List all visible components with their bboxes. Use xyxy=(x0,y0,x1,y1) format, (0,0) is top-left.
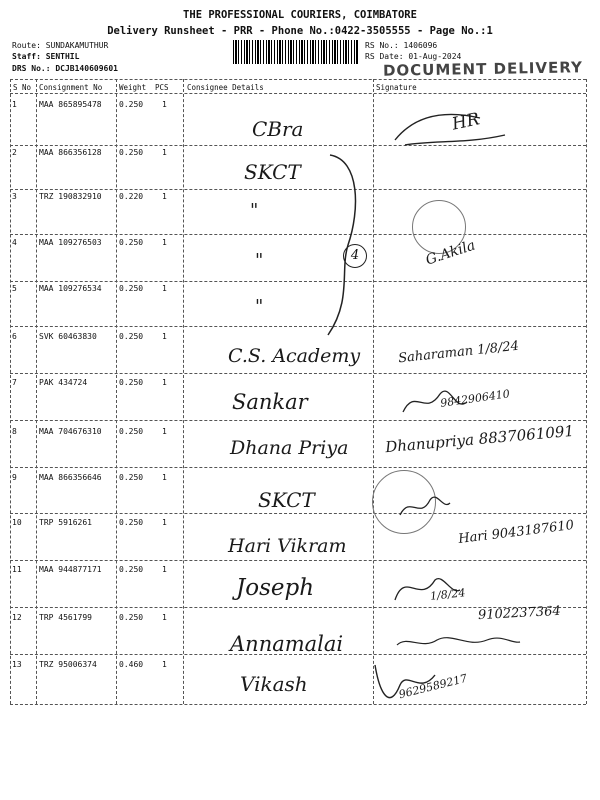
header-weight: Weight xyxy=(119,83,147,92)
header-sno: S No xyxy=(13,83,32,92)
runsheet-title: Delivery Runsheet - PRR - Phone No.:0422-3505555 - Page No.:1 xyxy=(107,25,493,37)
rs-no-label: RS No.: 1406096 xyxy=(365,41,438,50)
row-weight: 0.250 xyxy=(119,148,144,157)
document-delivery-stamp: DOCUMENT DELIVERY xyxy=(382,58,584,80)
row-sno: 4 xyxy=(12,238,17,247)
handwritten-consignee: Joseph xyxy=(236,575,315,601)
row-sno: 12 xyxy=(12,613,22,622)
header-signature: Signature xyxy=(376,83,417,92)
row-consignment: SVK 60463830 xyxy=(39,332,97,341)
handwritten-consignee: Sankar xyxy=(232,390,308,414)
header-pcs: PCS xyxy=(155,83,169,92)
handwritten-consignee: Dhana Priya xyxy=(230,437,349,459)
staff-label: Staff: SENTHIL xyxy=(12,52,80,61)
row-consignment: MAA 866356646 xyxy=(39,473,102,482)
table-row xyxy=(0,284,600,330)
row-consignment: MAA 704676310 xyxy=(39,427,102,436)
row-weight: 0.250 xyxy=(119,378,144,387)
row-weight: 0.250 xyxy=(119,427,144,436)
row-pcs: 1 xyxy=(162,473,167,482)
handwritten-consignee: " xyxy=(255,296,264,317)
row-weight: 0.250 xyxy=(119,284,144,293)
signature-scribble xyxy=(395,485,455,525)
signature-text: HR xyxy=(450,109,482,135)
row-sno: 9 xyxy=(12,473,17,482)
header-consignee: Consignee Details xyxy=(187,83,264,92)
signature-text: Hari 9043187610 xyxy=(457,517,575,548)
row-sno: 7 xyxy=(12,378,17,387)
table-bottom-border xyxy=(10,704,586,705)
drs-label: DRS No.: DCJB140609601 xyxy=(12,64,118,73)
row-sno: 10 xyxy=(12,518,22,527)
circled-count: 4 xyxy=(343,244,367,268)
handwritten-consignee: Hari Vikram xyxy=(228,535,347,557)
row-consignment: MAA 109276503 xyxy=(39,238,102,247)
row-weight: 0.250 xyxy=(119,100,144,109)
signature-text: G.Akila xyxy=(423,237,478,269)
row-consignment: MAA 865895478 xyxy=(39,100,102,109)
handwritten-consignee: " xyxy=(250,200,259,221)
signature-text: 9102237364 xyxy=(477,603,562,624)
signature-text: Dhanupriya 8837061091 xyxy=(384,421,575,457)
header-consignment: Consignment No xyxy=(39,83,103,92)
row-weight: 0.250 xyxy=(119,613,144,622)
row-pcs: 1 xyxy=(162,613,167,622)
row-weight: 0.250 xyxy=(119,518,144,527)
table-top-border xyxy=(10,79,586,80)
row-pcs: 1 xyxy=(162,192,167,201)
signature-text: 9842906410 xyxy=(439,387,511,410)
row-consignment: MAA 866356128 xyxy=(39,148,102,157)
company-title: THE PROFESSIONAL COURIERS, COIMBATORE xyxy=(183,9,417,21)
row-weight: 0.220 xyxy=(119,192,144,201)
row-pcs: 1 xyxy=(162,100,167,109)
handwritten-consignee: SKCT xyxy=(244,160,301,184)
row-divider xyxy=(10,326,586,327)
row-pcs: 1 xyxy=(162,148,167,157)
row-sno: 1 xyxy=(12,100,17,109)
row-divider xyxy=(10,234,586,235)
row-divider xyxy=(10,513,586,514)
row-sno: 8 xyxy=(12,427,17,436)
row-divider xyxy=(10,560,586,561)
row-weight: 0.250 xyxy=(119,238,144,247)
row-divider xyxy=(10,420,586,421)
signature-text: 1/8/24 xyxy=(429,586,466,603)
row-consignment: TRZ 190832910 xyxy=(39,192,102,201)
handwritten-consignee: SKCT xyxy=(258,488,315,512)
row-consignment: TRP 4561799 xyxy=(39,613,92,622)
row-divider xyxy=(10,189,586,190)
row-consignment: PAK 434724 xyxy=(39,378,88,387)
row-sno: 5 xyxy=(12,284,17,293)
table-row xyxy=(0,192,600,238)
row-pcs: 1 xyxy=(162,332,167,341)
row-divider xyxy=(10,281,586,282)
row-consignment: MAA 944877171 xyxy=(39,565,102,574)
row-pcs: 1 xyxy=(162,378,167,387)
row-pcs: 1 xyxy=(162,238,167,247)
handwritten-consignee: " xyxy=(255,250,264,271)
row-pcs: 1 xyxy=(162,518,167,527)
row-pcs: 1 xyxy=(162,427,167,436)
rs-date-label: RS Date: 01-Aug-2024 xyxy=(365,52,462,61)
row-pcs: 1 xyxy=(162,284,167,293)
row-sno: 3 xyxy=(12,192,17,201)
table-row xyxy=(0,238,600,284)
row-weight: 0.460 xyxy=(119,660,144,669)
signature-scribble xyxy=(392,630,522,655)
handwritten-consignee: Vikash xyxy=(240,672,308,696)
row-sno: 6 xyxy=(12,332,17,341)
row-consignment: MAA 109276534 xyxy=(39,284,102,293)
row-sno: 13 xyxy=(12,660,22,669)
route-label: Route: SUNDAKAMUTHUR xyxy=(12,41,109,50)
row-divider xyxy=(10,467,586,468)
handwritten-consignee: Annamalai xyxy=(230,632,344,656)
row-weight: 0.250 xyxy=(119,565,144,574)
signature-text: 9629589217 xyxy=(397,671,469,702)
row-pcs: 1 xyxy=(162,660,167,669)
signature-text: Saharaman 1/8/24 xyxy=(397,338,520,367)
row-divider xyxy=(10,373,586,374)
row-weight: 0.250 xyxy=(119,332,144,341)
row-pcs: 1 xyxy=(162,565,167,574)
row-sno: 11 xyxy=(12,565,22,574)
handwritten-consignee: CBra xyxy=(252,117,304,141)
barcode xyxy=(233,40,358,64)
row-weight: 0.250 xyxy=(119,473,144,482)
row-sno: 2 xyxy=(12,148,17,157)
handwritten-consignee: C.S. Academy xyxy=(228,345,361,367)
row-consignment: TRZ 95006374 xyxy=(39,660,97,669)
row-consignment: TRP 5916261 xyxy=(39,518,92,527)
header-bottom-border xyxy=(10,93,586,94)
